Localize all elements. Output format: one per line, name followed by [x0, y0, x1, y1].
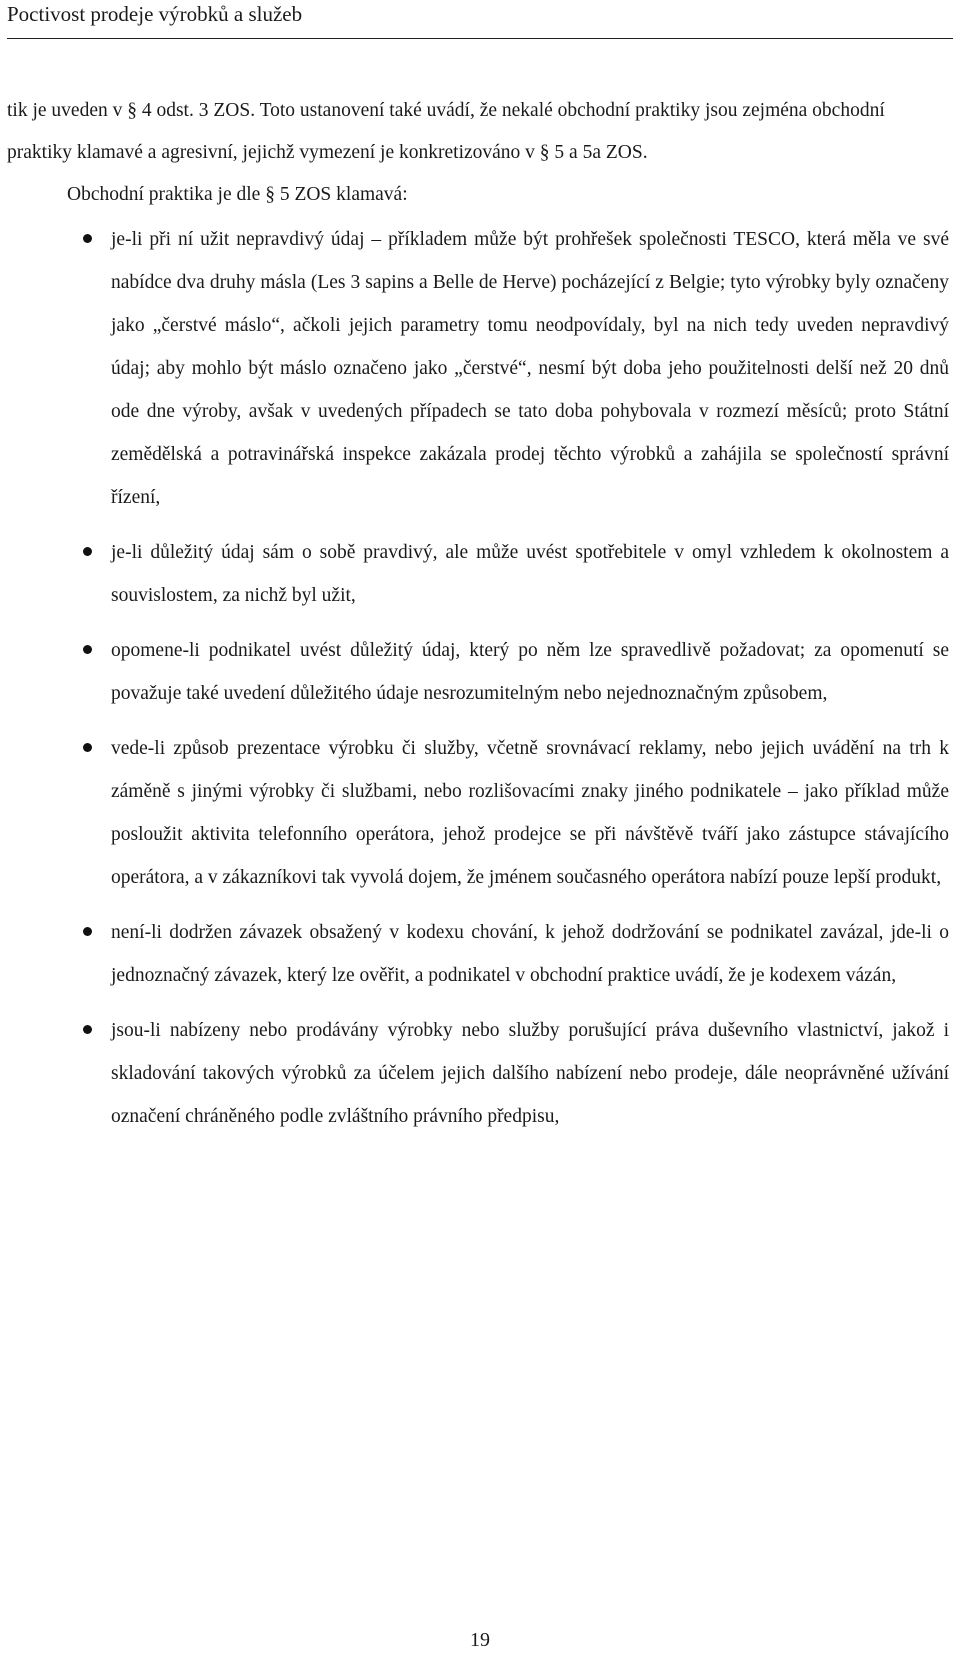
list-item-text: je-li při ní užit nepravdivý údaj – příkladem může být prohřešek společnosti TESCO, která měla ve své nabídce dva druhy másla (Les 3 sapins a Belle de Herve) pocházející z Belgie; tyto výrobky byly označeny jako „čerstvé máslo“, ačkoli jejich parametry tomu neodpovídaly, byl na nich tedy uveden nepravdivý údaj; aby mohlo být máslo označeno jako „čerstvé“, nesmí být doba jeho použitelnosti delší než 20 dnů ode dne výroby, avšak v uvedených případech se tato doba pohybovala v rozmezí měsíců; proto Státní zemědělská a potravinářská inspekce zakázala prodej těchto výrobků a zahájila se společností správní řízení,	[111, 229, 949, 508]
lead-paragraph: Obchodní praktika je dle § 5 ZOS klamavá:	[67, 184, 408, 205]
list-item-text: není-li dodržen závazek obsažený v kodexu chování, k jehož dodržování se podnikatel zavázal, jde-li o jednoznačný závazek, který lze ověřit, a podnikatel v obchodní praktice uvádí, že je kodexem vázán,	[111, 922, 949, 986]
bullet-icon	[83, 1025, 92, 1034]
list-item	[7, 727, 949, 899]
page-number: 19	[470, 1629, 490, 1651]
header-title: Poctivost prodeje výrobků a služeb	[7, 2, 303, 26]
list-item	[7, 911, 949, 997]
list-item-text: je-li důležitý údaj sám o sobě pravdivý, ale může uvést spotřebitele v omyl vzhledem k okolnostem a souvislostem, za nichž byl užit,	[111, 542, 949, 606]
list-item-text: jsou-li nabízeny nebo prodávány výrobky nebo služby porušující práva duševního vlastnictví, jakož i skladování takových výrobků za účelem jejich dalšího nabízení nebo prodeje, dále neoprávněné užívání označení chráněného podle zvláštního právního předpisu,	[111, 1020, 949, 1127]
bullet-list	[7, 218, 949, 1138]
bullet-icon	[83, 234, 92, 243]
list-item	[7, 1009, 949, 1138]
bullet-icon	[83, 927, 92, 936]
list-item	[7, 531, 949, 617]
bullet-icon	[83, 645, 92, 654]
bullet-icon	[83, 743, 92, 752]
running-header	[7, 0, 953, 39]
list-item	[7, 629, 949, 715]
intro-paragraph: tik je uveden v § 4 odst. 3 ZOS. Toto ustanovení také uvádí, že nekalé obchodní praktiky jsou zejména obchodní praktiky klamavé a agresivní, jejichž vymezení je konkretizováno v § 5 a 5a ZOS.	[7, 100, 885, 163]
list-item-text: vede-li způsob prezentace výrobku či služby, včetně srovnávací reklamy, nebo jejich uvádění na trh k záměně s jinými výrobky či službami, nebo rozlišovacími znaky jiného podnikatele – jako příklad může posloužit aktivita telefonního operátora, jehož prodejce se při návštěvě tváří jako zástupce stávajícího operátora, a v zákazníkovi tak vyvolá dojem, že jménem současného operátora nabízí pouze lepší produkt,	[111, 738, 949, 888]
bullet-icon	[83, 547, 92, 556]
list-item	[7, 218, 949, 519]
page-body	[7, 90, 949, 1150]
list-item-text: opomene-li podnikatel uvést důležitý údaj, který po něm lze spravedlivě požadovat; za opomenutí se považuje také uvedení důležitého údaje nesrozumitelným nebo nejednoznačným způsobem,	[111, 640, 949, 704]
